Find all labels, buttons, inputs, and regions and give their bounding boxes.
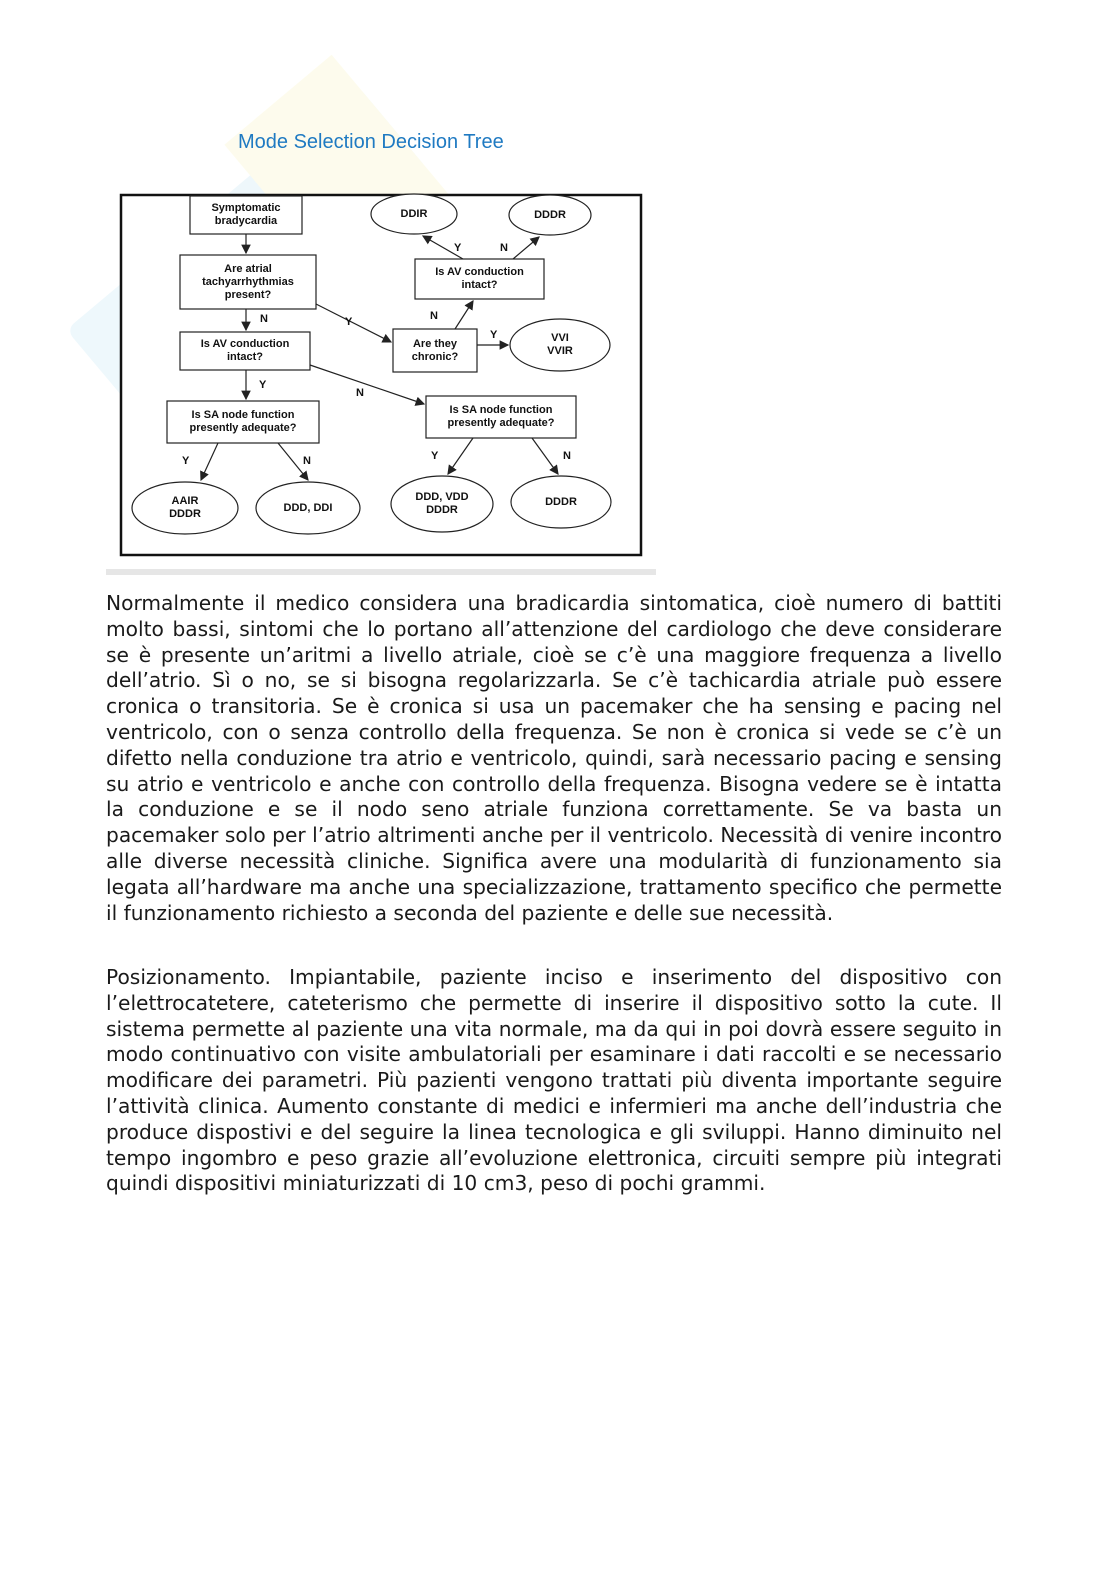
edge-label-n: N <box>430 310 438 322</box>
node-sa-question-right: Is SA node function presently adequate? <box>447 404 555 429</box>
node-symptomatic: Symptomatic bradycardia <box>211 202 281 227</box>
edge-label-y: Y <box>345 316 353 328</box>
edge-label-n: N <box>260 313 268 325</box>
node-atrial-question: Are atrial tachyarrhythmias present? <box>202 262 294 301</box>
edge-label-y: Y <box>490 329 498 341</box>
node-vvi-vvir: VVI VVIR <box>547 332 573 357</box>
node-chronic-question: Are they chronic? <box>411 337 459 363</box>
node-av-question-left: Is AV conduction intact? <box>200 338 290 363</box>
node-aair-dddr: AAIR DDDR <box>169 495 201 520</box>
edge-label-y: Y <box>182 455 190 467</box>
decision-tree-diagram <box>118 192 648 560</box>
node-av-question-top: Is AV conduction intact? <box>435 266 524 291</box>
node-dddr-top: DDDR <box>534 208 566 221</box>
node-dddr-bottom: DDDR <box>545 495 577 508</box>
edge-label-y: Y <box>454 242 462 254</box>
edge-label-y: Y <box>259 379 267 391</box>
node-ddd-ddi: DDD, DDI <box>283 501 333 514</box>
figure-divider <box>106 569 656 575</box>
node-sa-question-left: Is SA node function presently adequate? <box>189 409 297 434</box>
paragraph-2: Posizionamento. Impiantabile, paziente inciso e inserimento del dispositivo con l’elettrocatetere, cateterismo che permette di inserire il dispositivo sotto la cute. Il sistema permette al paziente una vita normale, ma da qui in poi dovrà essere seguito in modo continuativo con visite ambulatoriali per esaminare i dati raccolti e se necessario modificare dei parametri. Più pazienti vengono trattati più diventa importante seguire l’attività clinica. Aumento constante di medici e infermieri ma anche dell’industria che produce dispostivi e del seguire la linea tecnologica e gli sviluppi. Hanno diminuito nel tempo ingombro e peso grazie all’evoluzione elettronica, circuiti sempre più integrati quindi dispositivi miniaturizzati di 10 cm3, peso di pochi grammi. <box>106 965 1002 1196</box>
figure-title: Mode Selection Decision Tree <box>238 131 504 153</box>
edge-label-n: N <box>303 455 311 467</box>
node-ddir: DDIR <box>400 207 428 220</box>
paragraph-1: Normalmente il medico considera una bradicardia sintomatica, cioè numero di battiti molto bassi, sintomi che lo portano all’attenzione del cardiologo che deve considerare se è presente un’aritmi a livello atriale, cioè se c’è una maggiore frequenza a livello dell’atrio. Sì o no, se si bisogna regolarizzarla. Se c’è tachicardia atriale può essere cronica o transitoria. Se è cronica si usa un pacemaker che ha sensing e pacing nel ventricolo, con o senza controllo della frequenza. Se non è cronica si vede se c’è un difetto nella conduzione tra atrio e ventricolo, quindi, sarà necessario pacing e sensing su atrio e ventricolo e anche con controllo della frequenza. Bisogna vedere se è intatta la conduzione e se il nodo seno atriale funziona correttamente. Se va basta un pacemaker solo per l’atrio altrimenti anche per il ventricolo. Necessità di venire incontro alle diverse necessità cliniche. Significa avere una modularità di funzionamento sia legata all’hardware ma anche una specializzazione, trattamento specifico che permette il funzionamento richiesto a seconda del paziente e delle sue necessità. <box>106 591 1002 925</box>
edge-label-n: N <box>563 450 571 462</box>
node-ddd-vdd-dddr: DDD, VDD DDDR <box>415 491 469 516</box>
edge-label-n: N <box>500 242 508 254</box>
edge-label-y: Y <box>431 450 439 462</box>
edge-label-n: N <box>356 387 364 399</box>
